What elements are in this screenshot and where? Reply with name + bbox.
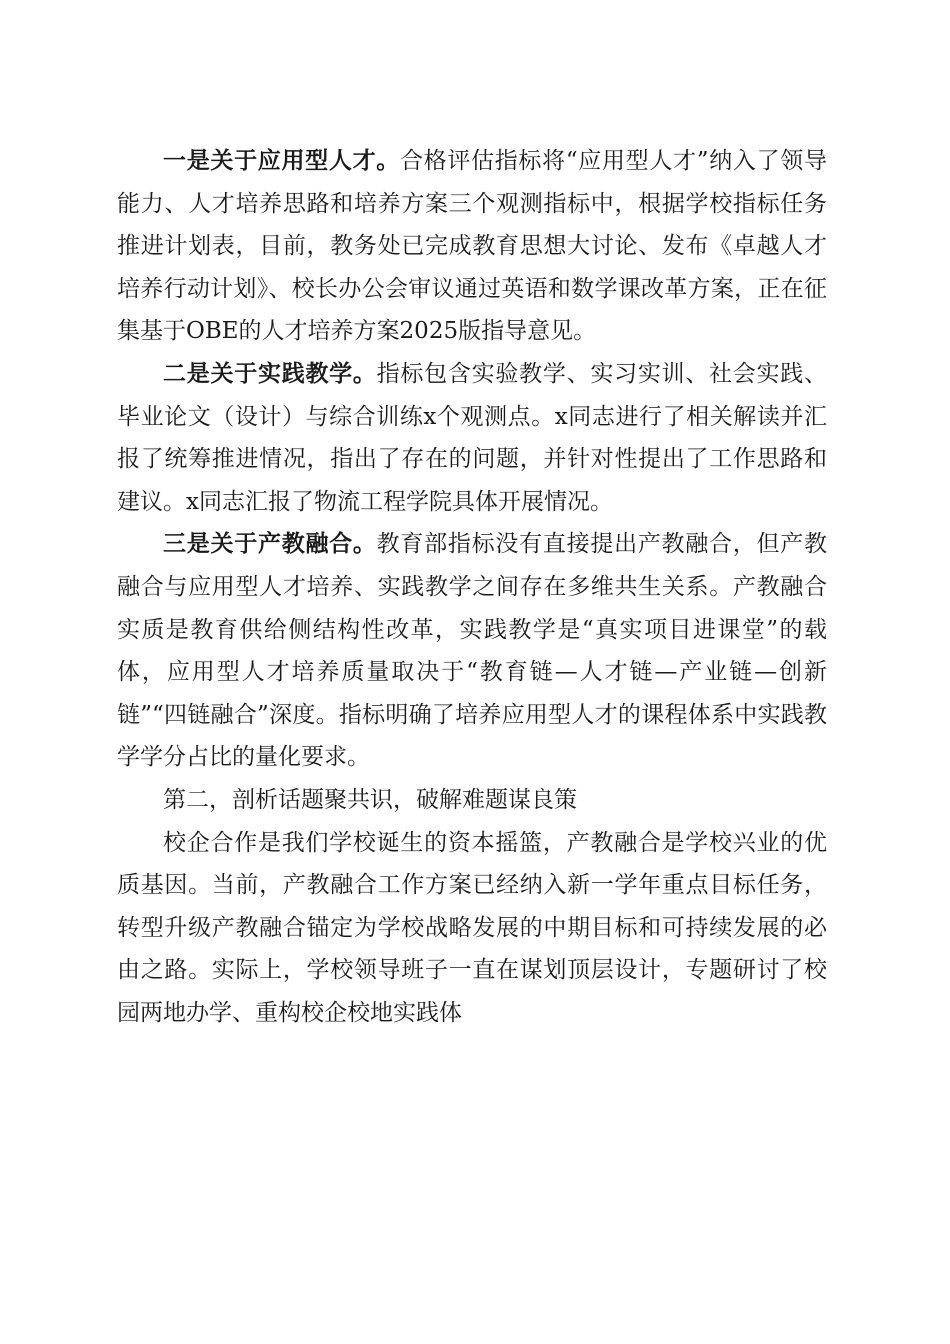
paragraph-industry-education	[117, 523, 827, 779]
paragraph-text: 教育部指标没有直接提出产教融合，但产教融合与应用型人才培养、实践教学之间存在多维共生关系。产教融合实质是教育供给侧结构性改革，实践教学是“真实项目进课堂”的载体，应用型人才培养质量取决于“教育链—人才链—产业链—创新链”“四链融合”深度。指标明确了培养应用型人才的课程体系中实践教学学分占比的量化要求。	[117, 531, 828, 771]
paragraph-text: 指标包含实验教学、实习实训、社会实践、毕业论文（设计）与综合训练x个观测点。x同志进行了相关解读并汇报了统筹推进情况，指出了存在的问题，并针对性提出了工作思路和建议。x同志汇报了物流工程学院具体开展情况。	[117, 360, 828, 515]
paragraph-practice-teaching	[117, 353, 827, 523]
paragraph-school-enterprise: 校企合作是我们学校诞生的资本摇篮，产教融合是学校兴业的优质基因。当前，产教融合工作方案已经纳入新一学年重点目标任务，转型升级产教融合锚定为学校战略发展的中期目标和可持续发展的必由之路。实际上，学校领导班子一直在谋划顶层设计，专题研讨了校园两地办学、重构校企校地实践体	[117, 829, 827, 1026]
paragraph-lead: 一是关于应用型人才。	[163, 147, 400, 174]
paragraph-lead: 三是关于产教融合。	[163, 530, 377, 558]
paragraph-lead: 二是关于实践教学。	[163, 359, 377, 387]
paragraph-text: 合格评估指标将“应用型人才”纳入了领导能力、人才培养思路和培养方案三个观测指标中，根据学校指标任务推进计划表，目前，教务处已完成教育思想大讨论、发布《卓越人才培养行动计划》、校长办公会审议通过英语和数学课改革方案，正在征集基于OBE的人才培养方案2025版指导意见。	[117, 148, 827, 345]
document-body	[117, 140, 827, 1034]
paragraph-applied-talent	[117, 140, 827, 353]
section-heading: 第二，剖析话题聚共识，破解难题谋良策	[163, 786, 577, 813]
